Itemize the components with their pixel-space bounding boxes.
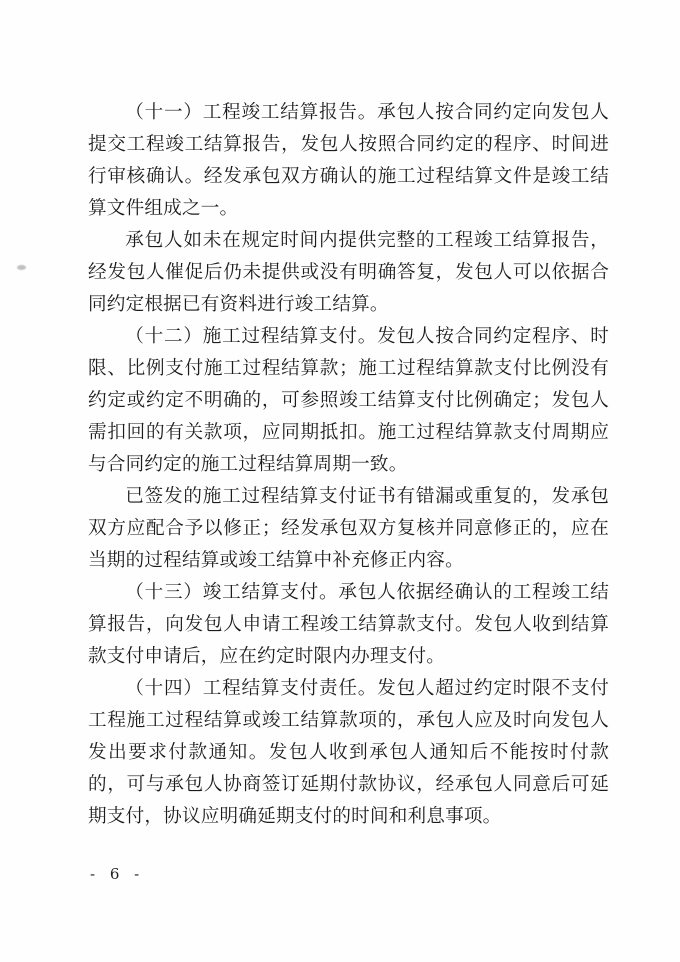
document-body (88, 97, 609, 833)
paragraph-12-process-settlement-payment: （十二）施工过程结算支付。发包人按合同约定程序、时限、比例支付施工过程结算款；施工过程结算款支付比例没有约定或约定不明确的，可参照竣工结算支付比例确定；发包人需扣回的有关款项，应同期抵扣。施工过程结算款支付周期应与合同约定的施工过程结算周期一致。 (88, 326, 609, 475)
paragraph-payment-certificate-correction: 已签发的施工过程结算支付证书有错漏或重复的，发承包双方应配合予以修正；经发承包双方复核并同意修正的，应在当期的过程结算或竣工结算中补充修正内容。 (88, 486, 609, 571)
page-number: - 6 - (90, 865, 145, 883)
scan-speck (17, 265, 26, 270)
paragraph-13-completion-settlement-payment: （十三）竣工结算支付。承包人依据经确认的工程竣工结算报告，向发包人申请工程竣工结算款支付。发包人收到结算款支付申请后，应在约定时限内办理支付。 (88, 582, 609, 667)
paragraph-14-settlement-payment-liability: （十四）工程结算支付责任。发包人超过约定时限不支付工程施工过程结算或竣工结算款项的，承包人应及时向发包人发出要求付款通知。发包人收到承包人通知后不能按时付款的，可与承包人协商签订延期付款协议，经承包人同意后可延期支付，协议应明确延期支付的时间和利息事项。 (88, 678, 609, 827)
paragraph-11-completion-settlement-report: （十一）工程竣工结算报告。承包人按合同约定向发包人提交工程竣工结算报告，发包人按照合同约定的程序、时间进行审核确认。经发承包双方确认的施工过程结算文件是竣工结算文件组成之一。 (88, 102, 609, 219)
paragraph-contractor-overdue-report: 承包人如未在规定时间内提供完整的工程竣工结算报告，经发包人催促后仍未提供或没有明确答复，发包人可以依据合同约定根据已有资料进行竣工结算。 (88, 230, 609, 315)
